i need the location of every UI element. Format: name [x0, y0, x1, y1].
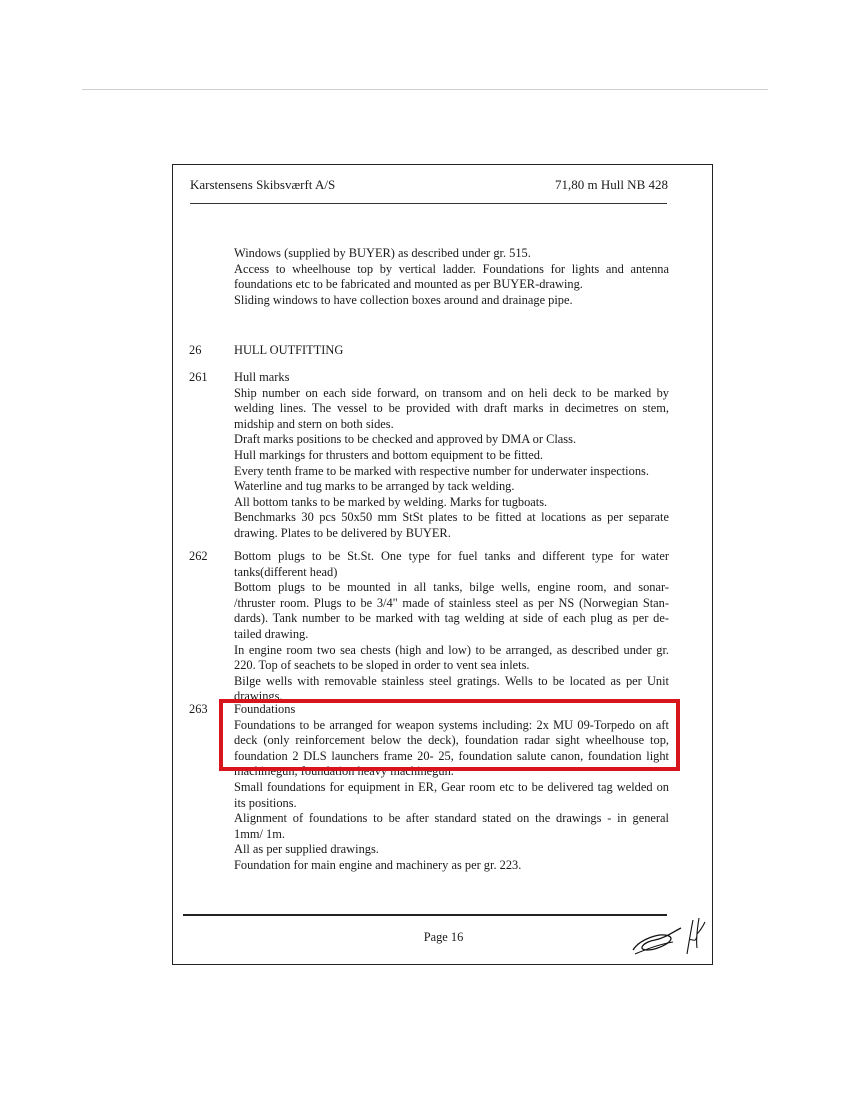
section-262-number: 262	[189, 549, 208, 563]
header-company: Karstensens Skibsværft A/S	[190, 177, 336, 192]
text-line: its positions.	[234, 795, 297, 810]
text-line: Every tenth frame to be marked with respective number for underwater inspections.	[234, 463, 649, 478]
signature-initials	[629, 910, 709, 960]
text-line: Foundation for main engine and machinery as per gr. 223.	[234, 857, 522, 872]
text-line: 1mm/ 1m.	[234, 826, 285, 841]
section-263-number: 263	[189, 702, 208, 716]
text-line: Ship number on each side forward, on transom and on heli deck to be marked by	[234, 385, 669, 400]
text-line: Bottom plugs to be St.St. One type for fuel tanks and different type for water	[234, 549, 669, 563]
top-divider	[82, 89, 768, 90]
header-rule	[190, 203, 667, 204]
text-line: foundation 2 DLS launchers frame 20- 25, foundation salute canon, foundation light	[234, 748, 669, 763]
text-line: /thruster room. Plugs to be 3/4" made of stainless steel as per NS (Norwegian Stan-	[234, 595, 669, 610]
text-line: drawings.	[234, 689, 283, 704]
footer-rule	[183, 914, 667, 916]
text-line: tanks(different head)	[234, 564, 338, 579]
text-line: Small foundations for equipment in ER, Gear room etc to be delivered tag welded on	[234, 779, 669, 794]
text-line: Hull markings for thrusters and bottom equipment to be fitted.	[234, 447, 544, 462]
text-line: All bottom tanks to be marked by welding. Marks for tugboats.	[234, 494, 548, 509]
section-263-heading: Foundations	[234, 702, 296, 716]
text-line: In engine room two sea chests (high and low) to be arranged, as described under gr.	[234, 642, 669, 657]
intro-paragraph	[234, 246, 669, 308]
page-number: Page 16	[423, 930, 464, 944]
intro-line: Sliding windows to have collection boxes around and drainage pipe.	[234, 292, 573, 307]
scanned-page	[172, 164, 713, 965]
text-line: Alignment of foundations to be after standard stated on the drawings - in general	[234, 811, 669, 826]
section-26-number: 26	[189, 343, 202, 357]
text-line: Waterline and tug marks to be arranged by tack welding.	[234, 479, 515, 494]
text-line: drawing. Plates to be delivered by BUYER.	[234, 525, 451, 540]
section-261-heading: Hull marks	[234, 370, 290, 384]
text-line: All as per supplied drawings.	[234, 842, 379, 857]
text-line: midship and stern on both sides.	[234, 416, 394, 431]
section-261-number: 261	[189, 370, 208, 384]
text-line: Foundations to be arranged for weapon systems including: 2x MU 09-Torpedo on aft	[234, 717, 669, 732]
intro-line: foundations etc to be fabricated and mounted as per BUYER-drawing.	[234, 277, 583, 292]
text-line: Bilge wells with removable stainless steel gratings. Wells to be located as per Unit	[234, 673, 669, 688]
text-line: tailed drawing.	[234, 626, 309, 641]
text-line: machinegun, foundation heavy machinegun.	[234, 764, 454, 779]
intro-line: Access to wheelhouse top by vertical ladder. Foundations for lights and antenna	[234, 261, 669, 276]
text-line: Benchmarks 30 pcs 50x50 mm StSt plates to be fitted at locations as per separate	[234, 510, 669, 525]
text-line: Bottom plugs to be mounted in all tanks, bilge wells, engine room, and sonar-	[234, 580, 669, 595]
text-line: deck (only reinforcement below the deck), foundation radar sight wheelhouse top,	[234, 733, 669, 748]
section-261-body	[234, 370, 669, 542]
text-line: dards). Tank number to be marked with tag welding at side of each plug as per de-	[234, 611, 669, 626]
intro-line: Windows (supplied by BUYER) as described under gr. 515.	[234, 246, 531, 260]
text-line: 220. Top of seachets to be sloped in order to vent sea inlets.	[234, 658, 530, 673]
text-line: welding lines. The vessel to be provided with draft marks in decimetres on stem,	[234, 401, 669, 416]
header-vessel: 71,80 m Hull NB 428	[554, 177, 668, 192]
section-26-title: HULL OUTFITTING	[234, 343, 344, 357]
text-line: Draft marks positions to be checked and approved by DMA or Class.	[234, 432, 577, 447]
section-262-body	[234, 549, 669, 705]
highlight-box	[219, 699, 680, 771]
